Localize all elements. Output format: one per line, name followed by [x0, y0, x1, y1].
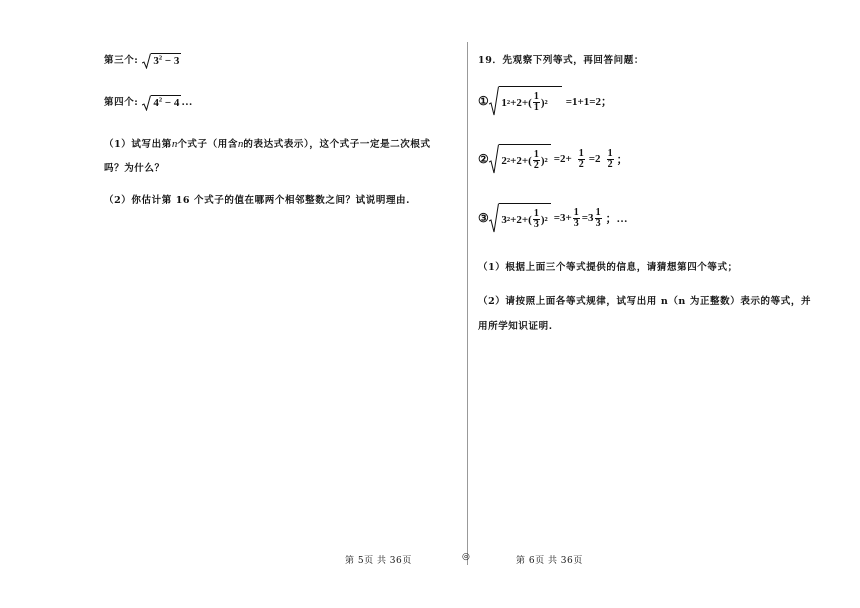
fourth-rest: − 4	[162, 97, 180, 109]
footer-right-page-number: 第 6页 共 36页	[516, 556, 583, 566]
eq3-result-fraction1	[573, 208, 580, 229]
fourth-base: 4	[153, 97, 159, 109]
eq3-tail: ；…	[605, 213, 628, 225]
third-label: 第三个:	[104, 55, 139, 66]
line-fourth	[104, 94, 192, 111]
circled-1: ①	[478, 94, 490, 108]
eq2-r2-num: 1	[607, 147, 613, 159]
circled-3: ③	[478, 211, 490, 225]
circled-2: ②	[478, 152, 490, 166]
eq3-fraction	[533, 209, 540, 230]
eq3-r1-num: 1	[573, 206, 579, 218]
eq1-result: =1+1=2；	[565, 96, 613, 108]
q1-part-b: 个式子（用含	[177, 139, 238, 150]
eq2-frac-den: 2	[533, 160, 539, 171]
eq1-close: )	[540, 96, 545, 109]
equation-3	[478, 203, 628, 233]
problem-19-title: 19．先观察下列等式，再回答问题：	[478, 55, 644, 66]
eq2-fraction	[533, 150, 540, 171]
eq3-frac-num: 1	[533, 208, 539, 219]
equation-1	[478, 86, 612, 116]
eq2-frac-num: 1	[533, 149, 539, 160]
sqrt-equation-1: 1 2 +2+( $\frac{1}{1}$ ) 2	[489, 86, 561, 116]
line-third	[104, 52, 181, 69]
eq2-result-fraction1	[578, 149, 585, 170]
sqrt-expression-third	[142, 53, 181, 69]
radical-sign-icon	[142, 53, 151, 69]
eq3-frac-den: 3	[533, 219, 539, 230]
fourth-ellipsis: …	[181, 96, 193, 108]
sqrt-equation-3: 3 2 +2+( $\frac{1}{3}$ ) 2	[489, 203, 550, 233]
radical-sign-icon	[489, 86, 499, 116]
eq2-r1-num: 1	[578, 147, 584, 159]
right-question-2-line1: （2）请按照上面各等式规律，试写出用 n（n 为正整数）表示的等式，并	[478, 296, 812, 307]
right-question-2-line2: 用所学知识证明.	[478, 321, 553, 332]
eq1-fraction	[533, 92, 540, 113]
eq1-mid: +2+(	[510, 96, 532, 109]
radical-sign-icon	[142, 95, 151, 111]
radical-sign-icon	[489, 203, 499, 233]
equation-2	[478, 144, 628, 174]
left-question-1-line1	[104, 136, 431, 150]
left-question-1-line2: 吗？为什么？	[104, 163, 165, 174]
page-divider	[467, 42, 468, 565]
sqrt-expression-fourth	[142, 95, 181, 111]
eq2-r1-den: 2	[578, 158, 584, 170]
eq2-result-part2: =2	[588, 153, 601, 165]
sqrt-equation-2: 2 2 +2+( $\frac{1}{2}$ ) 2	[489, 144, 550, 174]
eq3-result-fraction2	[595, 208, 602, 229]
eq2-result-part1: =2+	[553, 153, 572, 165]
q1-part-c: 的表达式表示），这个式子一定是二次根式	[243, 139, 431, 150]
right-question-1: （1）根据上面三个等式提供的信息，请猜想第四个等式；	[478, 262, 738, 273]
eq1-frac-den: 1	[533, 102, 539, 113]
eq2-close: )	[540, 154, 545, 167]
left-question-2: （2）你估计第 16 个式子的值在哪两个相邻整数之间？试说明理由.	[104, 195, 411, 206]
eq2-mid: +2+(	[510, 154, 532, 167]
radical-sign-icon	[489, 144, 499, 174]
eq1-base: 1	[501, 96, 507, 109]
q1-variable-n2: n	[237, 138, 244, 150]
third-exp: 2	[158, 54, 163, 62]
third-base: 3	[153, 55, 159, 67]
eq2-base: 2	[501, 154, 507, 167]
eq3-r2-den: 3	[595, 217, 601, 229]
eq2-tail: ；	[616, 154, 628, 166]
eq3-r2-num: 1	[595, 206, 601, 218]
eq3-mid: +2+(	[510, 213, 532, 226]
eq2-r2-den: 2	[607, 158, 613, 170]
third-rest: − 3	[162, 55, 180, 67]
fourth-label: 第四个:	[104, 97, 139, 108]
footer-left-page-number: 第 5页 共 36页	[345, 556, 412, 566]
eq3-result-part2: =3	[581, 212, 594, 224]
q1-variable-n: n	[171, 138, 178, 150]
eq3-result-part1: =3+	[553, 212, 572, 224]
q1-part-a: （1）试写出第	[104, 139, 172, 150]
eq3-r1-den: 3	[573, 217, 579, 229]
eq3-base: 3	[501, 213, 507, 226]
eq2-result-fraction2	[607, 149, 614, 170]
eq1-frac-num: 1	[533, 91, 539, 102]
fourth-exp: 2	[158, 96, 163, 104]
eq3-close: )	[540, 213, 545, 226]
footer-center-mark: ◎	[462, 552, 471, 562]
